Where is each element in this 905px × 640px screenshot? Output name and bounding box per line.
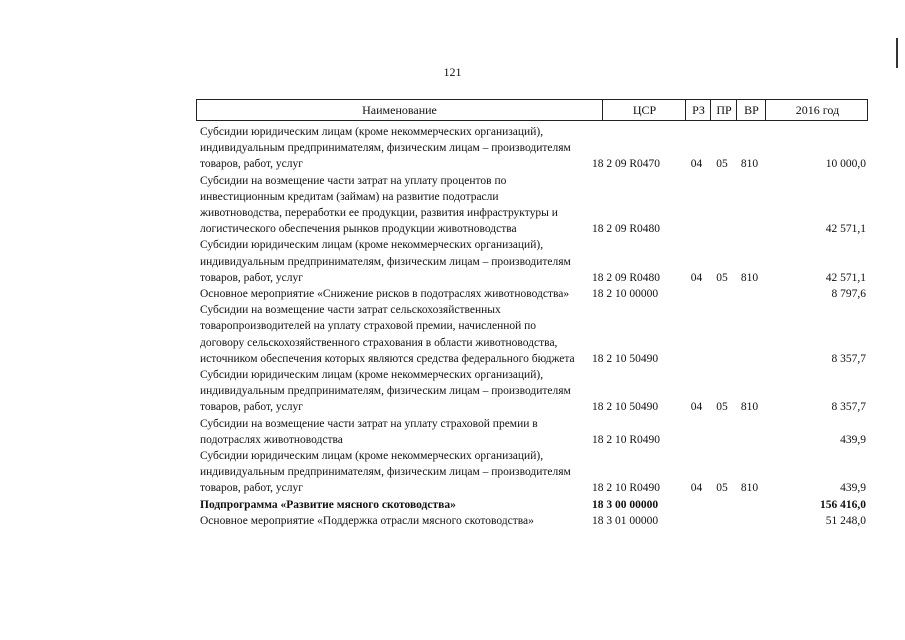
table-row [196,448,868,497]
row-amount: 42 571,1 [825,271,866,284]
table-row [196,124,868,173]
row-pr: 05 [716,271,728,284]
table-row [196,416,868,448]
row-pr: 05 [716,158,728,171]
scan-edge-mark [896,38,898,68]
row-csr: 18 2 10 00000 [592,288,659,301]
table-row [196,367,868,416]
row-amount: 42 571,1 [825,223,866,236]
row-amount: 156 416,0 [820,498,866,511]
header-vr: ВР [736,100,766,120]
header-name: Наименование [362,103,437,117]
row-amount: 8 357,7 [831,401,866,414]
header-amount: 2016 год [765,100,869,120]
row-name: Субсидии юридическим лицам (кроме некоммерческих организаций), индивидуальным предпринимателям, физическим лицам – производителям товаров, работ, услуг [200,239,571,284]
table-body [196,124,868,529]
header-csr: ЦСР [602,100,686,120]
row-csr: 18 2 10 50490 [592,401,659,414]
row-name: Субсидии на возмещение части затрат на уплату процентов по инвестиционным кредитам (займам) на развитие подотрасли животноводства, переработки ее продукции, развития инфраструктуры и логистического обеспечения рынков продукции животноводства [200,174,558,236]
row-vr: 810 [740,482,759,495]
row-csr: 18 2 10 50490 [592,352,659,365]
row-pr: 05 [716,482,728,495]
header-rz: РЗ [685,100,711,120]
row-amount: 439,9 [840,482,866,495]
row-name: Субсидии на возмещение части затрат на уплату страховой премии в подотраслях животноводства [200,417,538,446]
header-pr: ПР [710,100,737,120]
row-rz: 04 [690,271,703,284]
row-name: Субсидии юридическим лицам (кроме некоммерческих организаций), индивидуальным предпринимателям, физическим лицам – производителям товаров, работ, услуг [200,369,571,414]
table-header [196,99,868,121]
row-name: Основное мероприятие «Снижение рисков в подотраслях животноводства» [200,288,570,301]
row-name: Субсидии юридическим лицам (кроме некоммерческих организаций), индивидуальным предпринимателям, физическим лицам – производителям товаров, работ, услуг [200,126,571,171]
table-row [196,173,868,238]
row-name: Основное мероприятие «Поддержка отрасли мясного скотоводства» [200,514,534,527]
row-vr: 810 [740,158,759,171]
row-amount: 8 797,6 [831,288,866,301]
row-csr: 18 3 01 00000 [592,514,659,527]
budget-table [196,99,868,529]
page-number: 121 [443,65,462,79]
row-name: Субсидии на возмещение части затрат сельскохозяйственных товаропроизводителей на уплату страховой премии, начисленной по договору сельскохозяйственного страхования в области животноводства, источником обеспечения которых являются средства федерального бюджета [200,304,575,365]
row-name: Субсидии юридическим лицам (кроме некоммерческих организаций), индивидуальным предпринимателям, физическим лицам – производителям товаров, работ, услуг [200,450,571,495]
row-vr: 810 [740,271,759,284]
table-row [196,237,868,286]
row-amount: 51 248,0 [825,514,866,527]
table-row [196,497,868,513]
row-rz: 04 [690,482,703,495]
row-rz: 04 [690,401,703,414]
table-row [196,286,868,302]
row-rz: 04 [690,158,703,171]
row-pr: 05 [716,401,728,414]
row-amount: 439,9 [840,433,866,446]
row-csr: 18 2 09 R0480 [592,271,661,284]
row-amount: 10 000,0 [825,158,866,171]
row-csr: 18 2 09 R0470 [592,158,661,171]
table-row [196,302,868,367]
table-row [196,513,868,529]
row-amount: 8 357,7 [831,352,866,365]
row-csr: 18 2 10 R0490 [592,482,661,495]
row-name: Подпрограмма «Развитие мясного скотоводства» [200,498,456,511]
row-csr: 18 3 00 00000 [592,498,659,511]
row-vr: 810 [740,401,759,414]
row-csr: 18 2 10 R0490 [592,433,661,446]
row-csr: 18 2 09 R0480 [592,223,661,236]
